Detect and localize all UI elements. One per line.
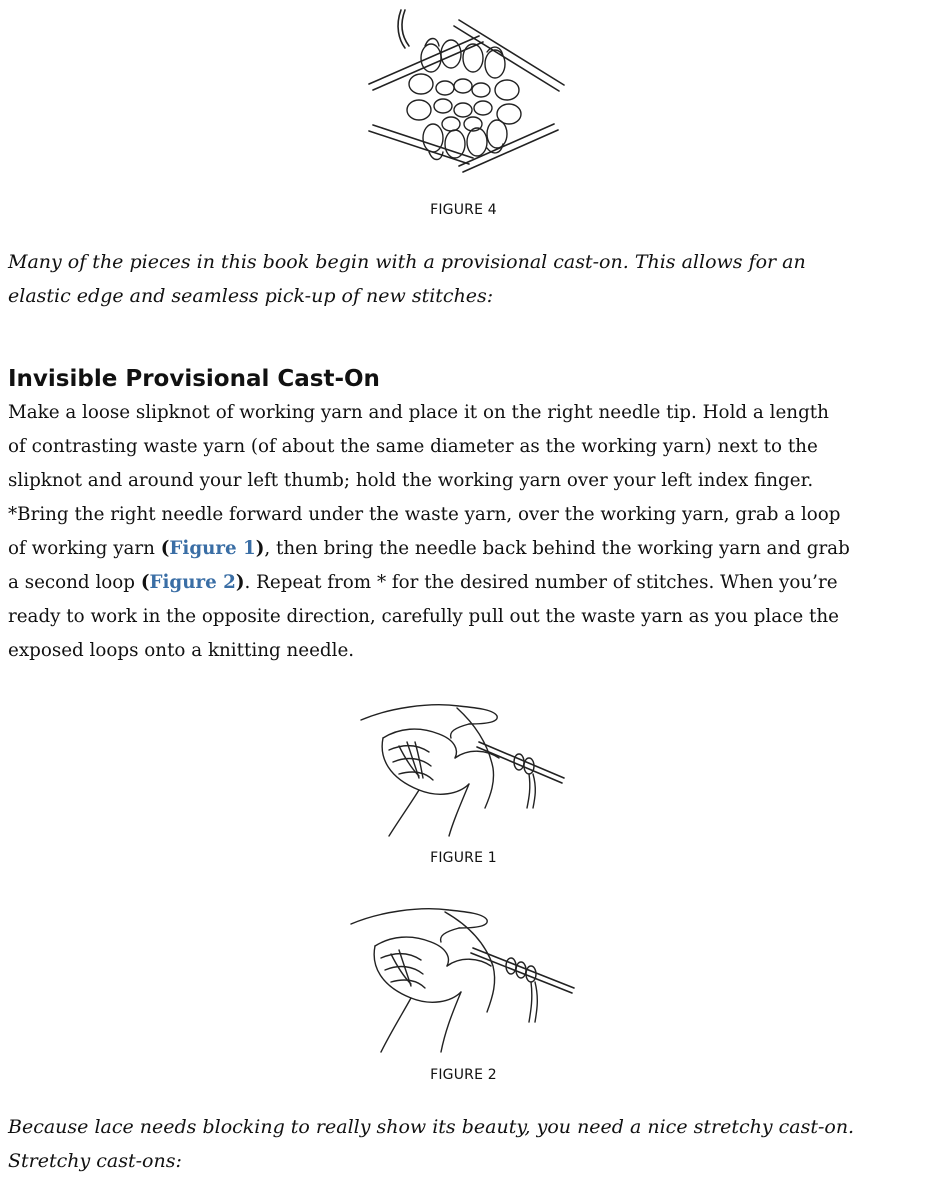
body-line	[8, 532, 920, 566]
intro-line: elastic edge and seamless pick-up of new stitches:	[8, 285, 494, 307]
paren: )	[255, 538, 265, 559]
intro-line: Many of the pieces in this book begin with a provisional cast-on. This allows for an	[8, 251, 806, 273]
body-text: a second loop	[8, 572, 141, 593]
body-line: *Bring the right needle forward under the waste yarn, over the working yarn, grab a loop	[8, 504, 841, 525]
figure-4-caption: FIGURE 4	[430, 202, 497, 218]
body-text: , then bring the needle back behind the working yarn and grab	[264, 538, 850, 559]
figure-1-link[interactable]: Figure 1	[169, 538, 256, 559]
figure-1-caption: FIGURE 1	[430, 850, 497, 866]
body-line: Make a loose slipknot of working yarn and place it on the right needle tip. Hold a length	[8, 402, 829, 423]
hand-yarn-needle-icon	[349, 904, 579, 1054]
intro-paragraph	[8, 245, 918, 313]
figure-4-illustration	[0, 6, 927, 192]
knitting-needles-square-icon	[359, 6, 569, 192]
body-line: exposed loops onto a knitting needle.	[8, 640, 355, 661]
cast-on-instructions	[8, 396, 920, 668]
outro-line: Stretchy cast-ons:	[8, 1150, 182, 1172]
outro-line: Because lace needs blocking to really show its beauty, you need a nice stretchy cast-on.	[8, 1116, 855, 1138]
outro-paragraph	[8, 1110, 918, 1178]
section-heading: Invisible Provisional Cast-On	[8, 366, 380, 392]
figure-2-caption: FIGURE 2	[430, 1067, 497, 1083]
figure-2-link[interactable]: Figure 2	[149, 572, 236, 593]
body-text: of working yarn	[8, 538, 161, 559]
hand-yarn-needle-icon	[359, 698, 569, 838]
body-line: of contrasting waste yarn (of about the same diameter as the working yarn) next to the	[8, 436, 818, 457]
body-line: slipknot and around your left thumb; hold the working yarn over your left index finger.	[8, 470, 814, 491]
body-text: . Repeat from * for the desired number of stitches. When you’re	[244, 572, 838, 593]
body-line: ready to work in the opposite direction, carefully pull out the waste yarn as you place the	[8, 606, 839, 627]
figure-2-illustration	[0, 904, 927, 1054]
body-line	[8, 566, 920, 600]
paren: (	[140, 572, 150, 593]
figure-1-illustration	[0, 698, 927, 838]
paren: (	[160, 538, 170, 559]
paren: )	[235, 572, 245, 593]
